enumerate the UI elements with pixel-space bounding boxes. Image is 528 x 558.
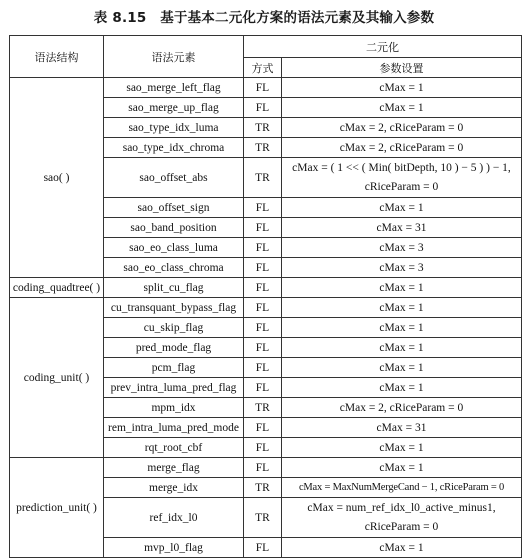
params-cell: cMax = MaxNumMergeCand − 1, cRiceParam = 0 xyxy=(282,478,522,498)
method-cell: TR xyxy=(244,498,282,538)
header-method: 方式 xyxy=(244,58,282,78)
element-cell: pred_mode_flag xyxy=(104,338,244,358)
params-cell: cMax = num_ref_idx_l0_active_minus1, xyxy=(282,498,522,518)
params-cell: cMax = 1 xyxy=(282,298,522,318)
element-cell: mpm_idx xyxy=(104,398,244,418)
params-cell: cMax = 1 xyxy=(282,318,522,338)
params-cell-continued: cRiceParam = 0 xyxy=(282,518,522,538)
method-cell: FL xyxy=(244,278,282,298)
params-cell: cMax = 31 xyxy=(282,218,522,238)
method-cell: TR xyxy=(244,398,282,418)
method-cell: FL xyxy=(244,238,282,258)
params-cell: cMax = 1 xyxy=(282,198,522,218)
group-coding-quadtree: coding_quadtree( ) xyxy=(10,278,104,298)
method-cell: FL xyxy=(244,358,282,378)
params-cell: cMax = 3 xyxy=(282,258,522,278)
method-cell: FL xyxy=(244,438,282,458)
method-cell: TR xyxy=(244,138,282,158)
element-cell: prev_intra_luma_pred_flag xyxy=(104,378,244,398)
method-cell: FL xyxy=(244,298,282,318)
table-row xyxy=(10,78,522,98)
table-caption: 表 8.15 基于基本二元化方案的语法元素及其输入参数 xyxy=(93,10,435,26)
element-cell: sao_offset_abs xyxy=(104,158,244,198)
method-cell: FL xyxy=(244,78,282,98)
header-structure: 语法结构 xyxy=(10,36,104,78)
params-cell: cMax = 1 xyxy=(282,378,522,398)
element-cell: mvp_l0_flag xyxy=(104,538,244,558)
params-cell: cMax = ( 1 << ( Min( bitDepth, 10 ) − 5 ) ) − 1, xyxy=(282,158,522,178)
params-cell: cMax = 1 xyxy=(282,338,522,358)
method-cell: FL xyxy=(244,198,282,218)
params-cell: cMax = 1 xyxy=(282,458,522,478)
element-cell: cu_skip_flag xyxy=(104,318,244,338)
method-cell: TR xyxy=(244,158,282,198)
element-cell: sao_type_idx_luma xyxy=(104,118,244,138)
group-sao: sao( ) xyxy=(10,78,104,278)
method-cell: FL xyxy=(244,318,282,338)
element-cell: sao_eo_class_luma xyxy=(104,238,244,258)
method-cell: FL xyxy=(244,538,282,558)
method-cell: FL xyxy=(244,378,282,398)
params-cell: cMax = 1 xyxy=(282,98,522,118)
params-cell: cMax = 2, cRiceParam = 0 xyxy=(282,118,522,138)
params-cell: cMax = 1 xyxy=(282,438,522,458)
table-row xyxy=(10,278,522,298)
method-cell: FL xyxy=(244,338,282,358)
table-row xyxy=(10,458,522,478)
element-cell: sao_type_idx_chroma xyxy=(104,138,244,158)
method-cell: FL xyxy=(244,218,282,238)
element-cell: merge_idx xyxy=(104,478,244,498)
params-cell: cMax = 3 xyxy=(282,238,522,258)
method-cell: FL xyxy=(244,98,282,118)
element-cell: ref_idx_l0 xyxy=(104,498,244,538)
params-cell: cMax = 1 xyxy=(282,358,522,378)
method-cell: FL xyxy=(244,258,282,278)
element-cell: rem_intra_luma_pred_mode xyxy=(104,418,244,438)
method-cell: FL xyxy=(244,418,282,438)
element-cell: pcm_flag xyxy=(104,358,244,378)
element-cell: rqt_root_cbf xyxy=(104,438,244,458)
table-row xyxy=(10,298,522,318)
element-cell: sao_merge_up_flag xyxy=(104,98,244,118)
element-cell: sao_merge_left_flag xyxy=(104,78,244,98)
method-cell: TR xyxy=(244,478,282,498)
element-cell: split_cu_flag xyxy=(104,278,244,298)
params-cell: cMax = 1 xyxy=(282,538,522,558)
method-cell: FL xyxy=(244,458,282,478)
params-cell: cMax = 1 xyxy=(282,278,522,298)
params-cell: cMax = 31 xyxy=(282,418,522,438)
element-cell: sao_band_position xyxy=(104,218,244,238)
element-cell: sao_eo_class_chroma xyxy=(104,258,244,278)
syntax-elements-table xyxy=(9,35,522,558)
group-coding-unit: coding_unit( ) xyxy=(10,298,104,458)
header-binarization: 二元化 xyxy=(244,36,522,58)
element-cell: cu_transquant_bypass_flag xyxy=(104,298,244,318)
params-cell: cMax = 2, cRiceParam = 0 xyxy=(282,138,522,158)
params-cell-continued: cRiceParam = 0 xyxy=(282,178,522,198)
params-cell: cMax = 2, cRiceParam = 0 xyxy=(282,398,522,418)
header-element: 语法元素 xyxy=(104,36,244,78)
method-cell: TR xyxy=(244,118,282,138)
group-prediction-unit: prediction_unit( ) xyxy=(10,458,104,558)
params-cell: cMax = 1 xyxy=(282,78,522,98)
element-cell: sao_offset_sign xyxy=(104,198,244,218)
element-cell: merge_flag xyxy=(104,458,244,478)
header-params: 参数设置 xyxy=(282,58,522,78)
